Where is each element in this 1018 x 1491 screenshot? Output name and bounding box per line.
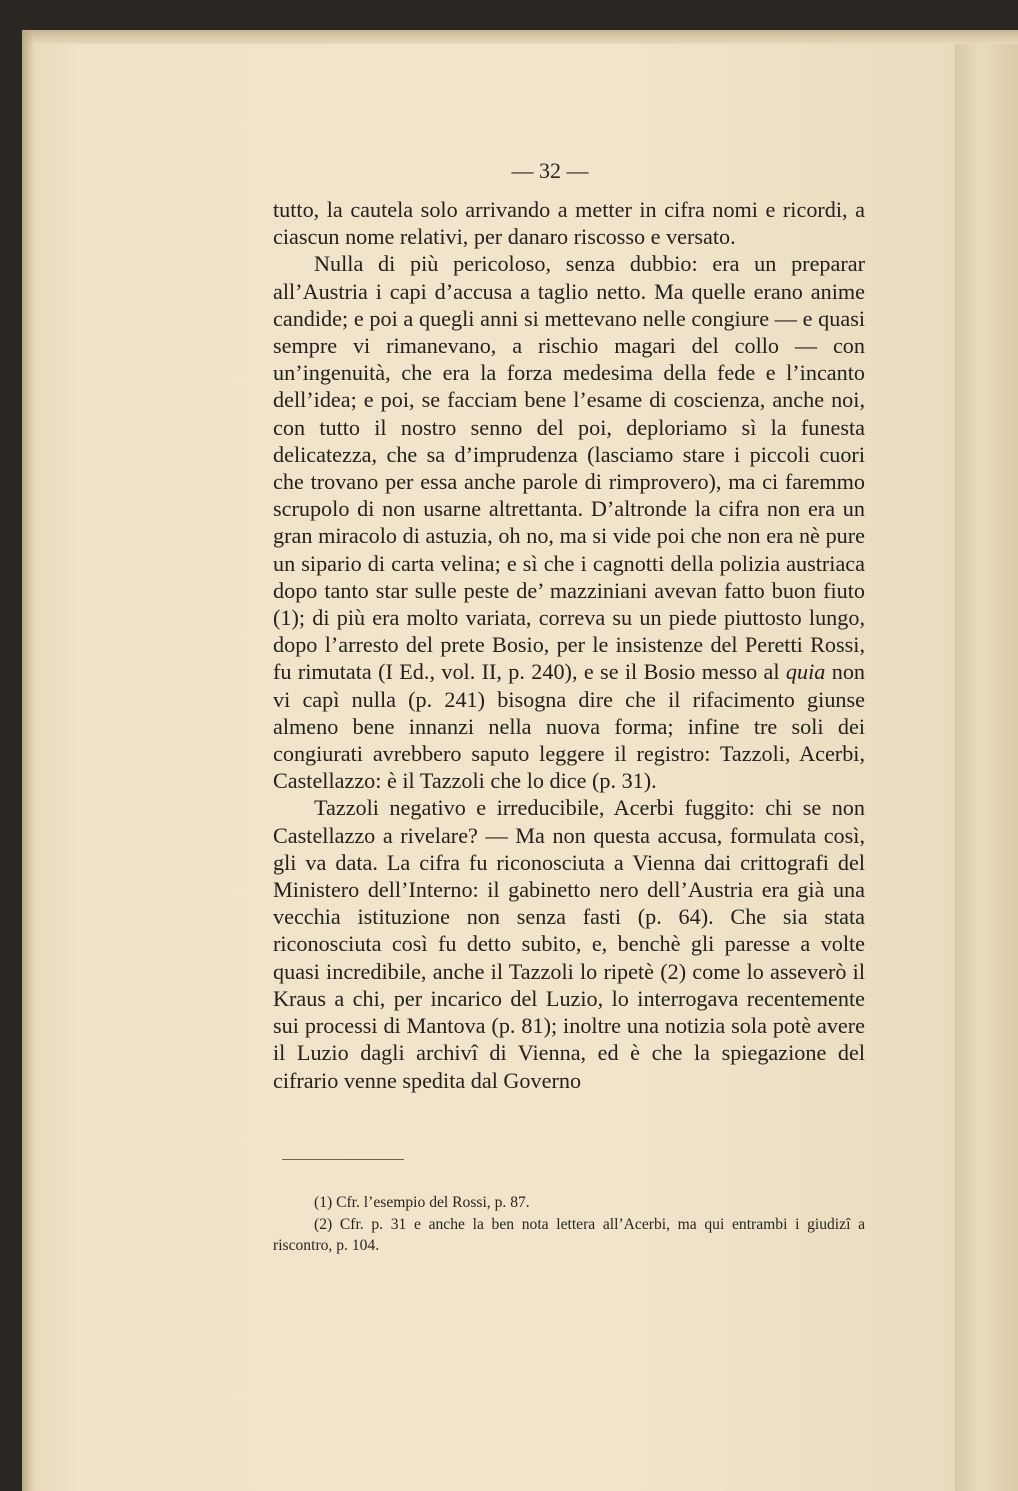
paragraph-2-tail: non vi capì nulla (p. 241) bisogna dire che il rifacimento giunse almeno bene innanzi nella nuova forma; infine tre soli dei congiurati avrebbero saputo leggere il registro: Tazzoli, Acerbi, Castellazzo: è il Tazzoli che lo dice (p. 31). (273, 659, 866, 794)
paragraph-3: Tazzoli negativo e irreducibile, Acerbi fuggito: chi se non Castellazzo a rivelare? — Ma non questa accusa, formulata così, gli va data. La cifra fu riconosciuta a Vienna dai crittografi del Ministero dell’Interno: il gabinetto nero dell’Austria era già una vecchia istituzione non senza fasti (p. 64). Che sia stata riconosciuta così fu detto subito, e, benchè gli paresse a volte quasi incredibile, anche il Tazzoli lo ripetè (2) come lo asseverò il Kraus a chi, per incarico del Luzio, lo interrogava recentemente sui processi di Mantova (p. 81); inoltre una notizia sola potè avere il Luzio dagli archivî di Vienna, ed è che la spiegazione del cifrario venne spedita dal Governo (273, 795, 865, 1093)
paragraph-1: tutto, la cautela solo arrivando a metter in cifra nomi e ricordi, a ciascun nome relativi, per danaro riscosso e versato. (273, 197, 865, 250)
footnote-separator (282, 1159, 404, 1160)
footnote-1: (1) Cfr. l’esempio del Rossi, p. 87. (314, 1194, 530, 1211)
page-top-edge (22, 30, 1018, 44)
paragraph-2-head: Nulla di più pericoloso, senza dubbio: era un preparar all’Austria i capi d’accusa a taglio netto. Ma quelle erano anime candide; e poi a quegli anni si mettevano nelle congiure — e quasi sempre vi rimanevano, a rischio magari del collo — con un’ingenuità, che era la forza medesima della fede e l’incanto dell’idea; e poi, se facciam bene l’esame di coscienza, anche noi, con tutto il nostro senno del poi, deploriamo sì la funesta delicatezza, che sa d’imprudenza (lasciamo stare i piccoli cuori che trovano per essa anche parole di rimprovero), ma ci faremmo scrupolo di non usarne altrettanta. D’altronde la cifra non era un gran miracolo di astuzia, oh no, ma si vide poi che non era nè pure un sipario di carta velina; e sì che i cagnotti della polizia austriaca dopo tanto star sulle peste de’ mazziniani avevan fatto buon fiuto (1); di più era molto variata, correva su un piede piuttosto lungo, dopo l’arresto del prete Bosio, per le insistenze del Peretti Rossi, fu rimutata (I Ed., vol. II, p. 240), e se il Bosio messo al (273, 251, 865, 685)
body-text (273, 196, 865, 1094)
paragraph-2 (273, 250, 865, 794)
footnotes (273, 1192, 865, 1257)
page-number: — 32 — (511, 158, 589, 183)
next-page-edge (955, 30, 1018, 1491)
binding-shadow (22, 30, 34, 1491)
italic-quia: quia (785, 659, 826, 685)
footnote-2: (2) Cfr. p. 31 e anche la ben nota lettera all’Acerbi, ma qui entrambi i giudizî a riscontro, p. 104. (273, 1215, 865, 1254)
